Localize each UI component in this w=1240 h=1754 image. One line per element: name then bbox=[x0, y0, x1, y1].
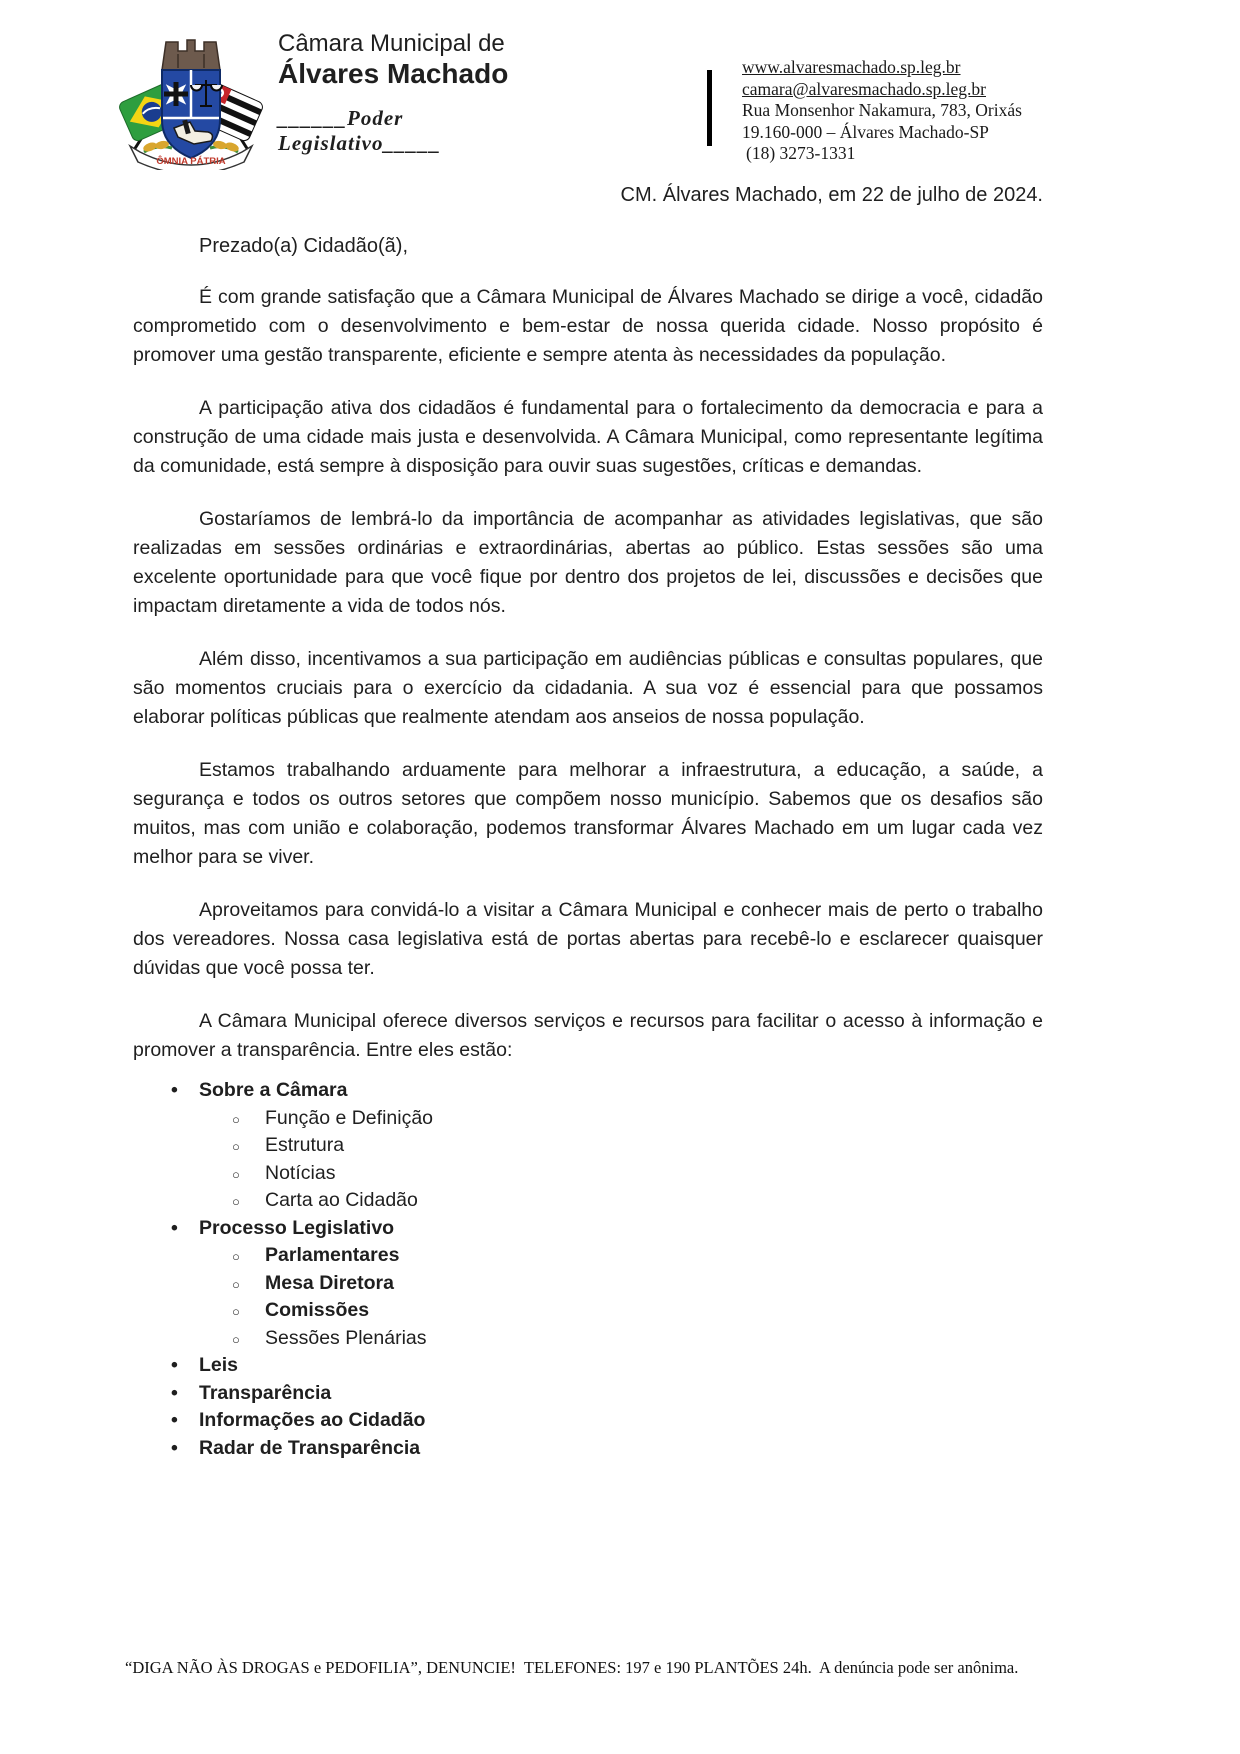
list-item-noticias: ○ Notícias bbox=[133, 1160, 1043, 1188]
org-name-line1: Câmara Municipal de bbox=[278, 30, 505, 57]
org-motto-script: ______Poder Legislativo_____ bbox=[278, 106, 441, 155]
email-link[interactable]: camara@alvaresmachado.sp.leg.br bbox=[742, 78, 986, 99]
paragraph-4: Além disso, incentivamos a sua participação em audiências públicas e consultas populares, que são momentos cruciais para o exercício da cidadania. A sua voz é essencial para que possamos elaborar políticas públicas que realmente atendam aos anseios de nossa população. bbox=[133, 648, 1043, 728]
list-item-comissoes: ○ Comissões bbox=[133, 1297, 1043, 1325]
motto-text: ÔMNIA PÁTRIA bbox=[156, 156, 226, 167]
paragraph-2: A participação ativa dos cidadãos é fundamental para o fortalecimento da democracia e para a construção de uma cidade mais justa e desenvolvida. A Câmara Municipal, como representante legítima da comunidade, está sempre à disposição para ouvir suas sugestões, críticas e demandas. bbox=[133, 397, 1043, 477]
phone-number: (18) 3273-1331 bbox=[746, 143, 856, 163]
address-line-2: 19.160-000 – Álvares Machado-SP bbox=[742, 121, 989, 142]
paragraph-6: Aproveitamos para convidá-lo a visitar a Câmara Municipal e conhecer mais de perto o trabalho dos vereadores. Nossa casa legislativa está de portas abertas para recebê-lo e esclarecer quaisquer dúvidas que você possa ter. bbox=[133, 899, 1043, 979]
paragraph-1: É com grande satisfação que a Câmara Municipal de Álvares Machado se dirige a você, cidadão comprometido com o desenvolvimento e bem-estar de nossa querida cidade. Nosso propósito é promover uma gestão transparente, eficiente e sempre atenta às necessidades da população. bbox=[133, 286, 1043, 366]
paragraph-5: Estamos trabalhando arduamente para melhorar a infraestrutura, a educação, a saúde, a segurança e todos os outros setores que compõem nosso município. Sabemos que os desafios são muitos, mas com união e colaboração, podemos transformar Álvares Machado em um lugar cada vez melhor para se viver. bbox=[133, 759, 1043, 868]
list-item-carta-ao-cidadao: ○ Carta ao Cidadão bbox=[133, 1187, 1043, 1215]
list-item-sobre-a-camara: • Sobre a Câmara bbox=[133, 1077, 1043, 1105]
address-line-1: Rua Monsenhor Nakamura, 783, Orixás bbox=[742, 100, 1022, 120]
footer-note: “DIGA NÃO ÀS DROGAS e PEDOFILIA”, DENUNCIE! TELEFONES: 197 e 190 PLANTÕES 24h. A denúncia pode ser anônima. bbox=[125, 1658, 1019, 1677]
list-item-leis: • Leis bbox=[133, 1352, 1043, 1380]
list-item-mesa-diretora: ○ Mesa Diretora bbox=[133, 1270, 1043, 1298]
contact-block bbox=[707, 57, 1022, 165]
letterhead bbox=[0, 0, 1240, 175]
org-name-block bbox=[278, 30, 558, 156]
list-item-transparencia: • Transparência bbox=[133, 1380, 1043, 1408]
list-item-funcao-e-definicao: ○ Função e Definição bbox=[133, 1105, 1043, 1133]
salutation: Prezado(a) Cidadão(ã), bbox=[199, 235, 408, 257]
list-item-sessoes-plenarias: ○ Sessões Plenárias bbox=[133, 1325, 1043, 1353]
mural-crown bbox=[162, 40, 220, 70]
services-list bbox=[133, 1077, 1043, 1462]
coat-of-arms bbox=[116, 34, 266, 170]
list-item-radar-de-transparencia: • Radar de Transparência bbox=[133, 1435, 1043, 1463]
dateline: CM. Álvares Machado, em 22 de julho de 2024. bbox=[620, 184, 1043, 206]
contact-separator-bar bbox=[707, 70, 712, 146]
paragraph-7: A Câmara Municipal oferece diversos serviços e recursos para facilitar o acesso à informação e promover a transparência. Entre eles estão: bbox=[133, 1010, 1043, 1061]
list-item-informacoes-ao-cidadao: • Informações ao Cidadão bbox=[133, 1407, 1043, 1435]
list-item-processo-legislativo: • Processo Legislativo bbox=[133, 1215, 1043, 1243]
list-item-estrutura: ○ Estrutura bbox=[133, 1132, 1043, 1160]
paragraph-3: Gostaríamos de lembrá-lo da importância de acompanhar as atividades legislativas, que são realizadas em sessões ordinárias e extraordinárias, abertas ao público. Estas sessões são uma excelente oportunidade para que você fique por dentro dos projetos de lei, discussões e decisões que impactam diretamente a vida de todos nós. bbox=[133, 508, 1043, 617]
org-name-line2: Álvares Machado bbox=[278, 58, 509, 89]
coat-of-arms-logo bbox=[116, 34, 266, 170]
website-link[interactable]: www.alvaresmachado.sp.leg.br bbox=[742, 57, 961, 77]
list-item-parlamentares: ○ Parlamentares bbox=[133, 1242, 1043, 1270]
